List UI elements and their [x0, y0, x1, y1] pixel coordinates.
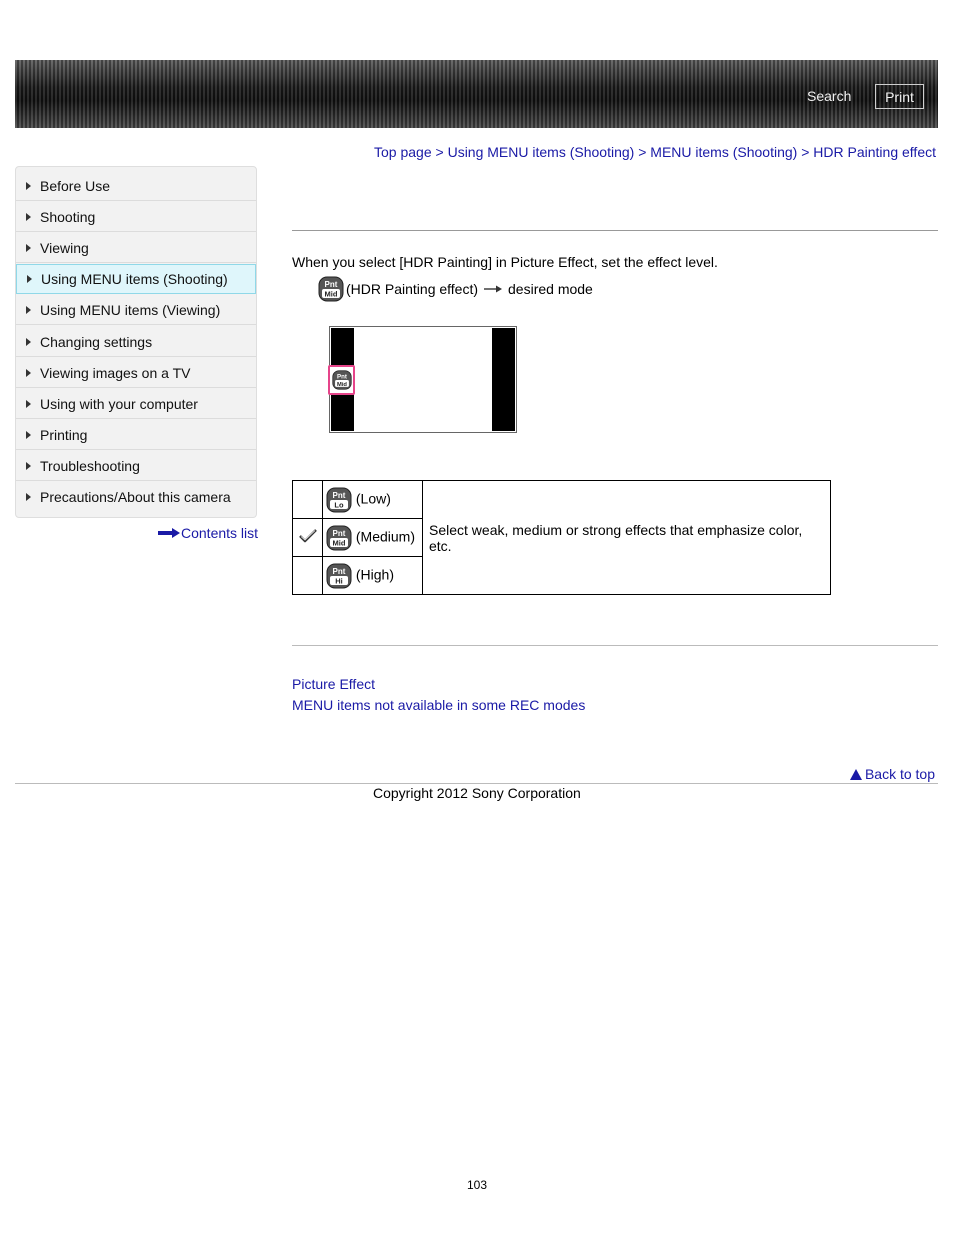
breadcrumb-current[interactable]: HDR Painting effect: [813, 144, 936, 160]
option-label: (Medium): [355, 528, 416, 545]
hdr-painting-mid-icon: [318, 276, 344, 302]
sidebar-item-before-use[interactable]: [16, 171, 256, 201]
hdr-painting-mid-icon: [326, 525, 352, 551]
header-bar: [15, 60, 938, 128]
sidebar-item-using-menu-shooting[interactable]: [16, 264, 256, 294]
sidebar-item-precautions[interactable]: [16, 482, 256, 512]
sidebar-item-label: Precautions/About this camera: [40, 489, 231, 505]
back-to-top-label: Back to top: [864, 766, 935, 782]
option-low: [323, 481, 423, 519]
screen-right-bar: [492, 328, 515, 431]
svg-text:Hi: Hi: [335, 576, 343, 585]
sidebar-item-label: Printing: [40, 426, 88, 443]
camera-screen-illustration: [329, 326, 517, 433]
triangle-right-icon: [26, 306, 31, 314]
svg-text:Pnt: Pnt: [336, 373, 347, 381]
svg-text:Mid: Mid: [332, 538, 346, 547]
selection-cell: [293, 557, 323, 595]
related-link-picture-effect[interactable]: Picture Effect: [292, 676, 376, 692]
sidebar-item-using-menu-viewing[interactable]: [16, 295, 256, 325]
related-divider: [292, 645, 938, 646]
page-number: 103: [466, 1178, 488, 1192]
breadcrumb-top-page[interactable]: Top page: [374, 144, 432, 160]
options-table: [292, 480, 831, 595]
sidebar-item-changing-settings[interactable]: [16, 327, 256, 357]
related-link-menu-not-available[interactable]: MENU items not available in some REC modes: [292, 697, 586, 713]
sidebar-item-label: Changing settings: [40, 333, 153, 350]
contents-list-link[interactable]: [158, 525, 258, 541]
table-row: [293, 481, 831, 519]
svg-text:Pnt: Pnt: [324, 280, 338, 289]
breadcrumb-separator: >: [638, 144, 647, 160]
hdr-painting-low-icon: [326, 487, 352, 513]
sidebar-nav: [15, 166, 257, 518]
triangle-right-icon: [26, 182, 31, 190]
triangle-right-icon: [26, 213, 31, 221]
sidebar-item-viewing-on-tv[interactable]: [16, 358, 256, 388]
option-label: (Low): [355, 490, 391, 507]
option-label: (High): [355, 566, 395, 583]
triangle-right-icon: [26, 431, 31, 439]
selection-cell: [293, 519, 323, 557]
copyright-text: Copyright 2012 Sony Corporation: [373, 785, 581, 801]
sidebar-item-viewing[interactable]: [16, 233, 256, 263]
svg-text:Pnt: Pnt: [332, 490, 346, 500]
svg-text:Mid: Mid: [324, 289, 338, 299]
sidebar-item-label: Before Use: [40, 177, 111, 194]
sidebar-item-computer[interactable]: [16, 389, 256, 419]
sidebar-item-label: Viewing images on a TV: [40, 364, 191, 381]
selection-cell: [293, 481, 323, 519]
arrow-right-icon: [158, 528, 180, 538]
sidebar-item-label: Using with your computer: [40, 395, 198, 412]
option-description: Select weak, medium or strong effects that emphasize color, etc.: [423, 481, 831, 595]
operation-step: [318, 276, 593, 302]
triangle-right-icon: [26, 462, 31, 470]
svg-text:Pnt: Pnt: [332, 528, 346, 538]
breadcrumb-menu-items-shooting[interactable]: MENU items (Shooting): [650, 144, 798, 160]
svg-text:Mid: Mid: [336, 381, 347, 388]
option-high: [323, 557, 423, 595]
breadcrumb-separator: >: [435, 144, 444, 160]
back-to-top-link[interactable]: [850, 766, 935, 782]
breadcrumb-separator: >: [801, 144, 810, 160]
breadcrumb: [374, 144, 936, 160]
footer-divider: [15, 783, 938, 784]
hdr-painting-mid-icon: [332, 370, 352, 390]
title-divider: [292, 230, 938, 231]
print-button[interactable]: Print: [875, 84, 924, 109]
step-target: desired mode: [508, 281, 593, 297]
triangle-right-icon: [26, 493, 31, 501]
step-label: (HDR Painting effect): [346, 281, 479, 297]
checkmark-icon: [298, 528, 318, 544]
svg-text:Pnt: Pnt: [332, 566, 346, 576]
triangle-right-icon: [26, 369, 31, 377]
sidebar-item-label: Viewing: [40, 239, 89, 256]
triangle-up-icon: [850, 769, 862, 780]
sidebar-item-label: Using MENU items (Viewing): [40, 301, 221, 318]
option-medium: [323, 519, 423, 557]
sidebar-item-troubleshooting[interactable]: [16, 451, 256, 481]
hdr-painting-high-icon: [326, 563, 352, 589]
sidebar-item-label: Troubleshooting: [40, 457, 140, 474]
intro-text: When you select [HDR Painting] in Picture Effect, set the effect level.: [292, 254, 718, 270]
triangle-right-icon: [26, 400, 31, 408]
triangle-right-icon: [26, 338, 31, 346]
sidebar-item-label: Shooting: [40, 208, 96, 225]
triangle-right-icon: [27, 275, 32, 283]
triangle-right-icon: [26, 244, 31, 252]
sidebar-item-printing[interactable]: [16, 420, 256, 450]
breadcrumb-using-menu-shooting[interactable]: Using MENU items (Shooting): [447, 144, 635, 160]
contents-list-label: Contents list: [181, 525, 259, 541]
search-link[interactable]: Search: [807, 88, 852, 104]
selected-mode-highlight: [328, 365, 355, 395]
arrow-right-icon: [482, 284, 504, 294]
sidebar-item-shooting[interactable]: [16, 202, 256, 232]
svg-text:Lo: Lo: [334, 500, 344, 509]
sidebar-item-label: Using MENU items (Shooting): [41, 271, 228, 287]
